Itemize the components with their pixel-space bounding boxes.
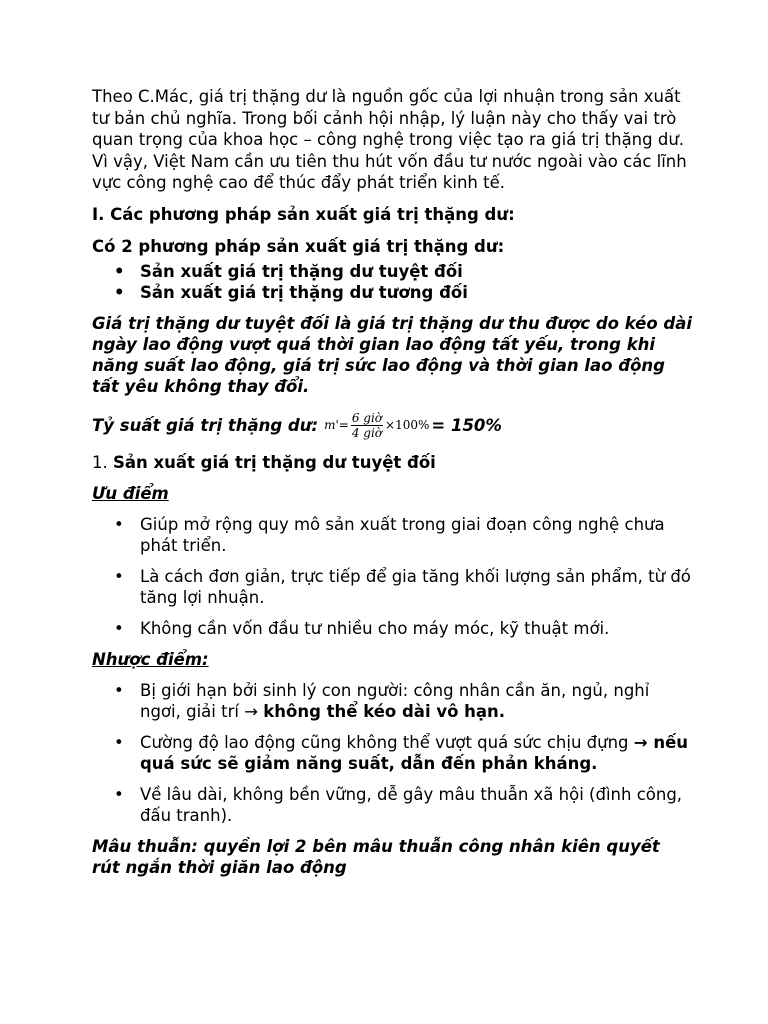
methods-list (92, 261, 692, 303)
conflict-paragraph: Mâu thuẫn: quyền lợi 2 bên mâu thuẫn công nhân kiên quyết rút ngắn thời giăn lao động (92, 836, 660, 877)
formula-multiplier: ×100% (385, 418, 430, 432)
rate-formula (324, 411, 429, 440)
section-number: 1. (92, 452, 108, 472)
advantages-list (92, 514, 692, 639)
list-item: • Là cách đơn giản, trực tiếp để gia tăng khối lượng sản phẩm, từ đó tăng lợi nhuận. (92, 566, 692, 608)
list-item-emphasis: không thể kéo dài vô hạn. (263, 701, 506, 721)
list-item: • Không cần vốn đầu tư nhiều cho máy móc, kỹ thuật mới. (92, 618, 692, 639)
list-item-emphasis: → nếu quá sức sẽ giảm năng suất, dẫn đến phản kháng. (140, 732, 689, 773)
definition-paragraph: Giá trị thặng dư tuyệt đối là giá trị thặng dư thu được do kéo dài ngày lao động vượt quá thời gian lao động tất yếu, trong khi năng suất lao động, giá trị sức lao động và thời gian lao động tất yêu không thay đổi. (92, 313, 693, 396)
formula-numerator: 6 giờ (351, 411, 383, 425)
section-1-heading (92, 452, 692, 473)
rate-label: Tỷ suất giá trị thặng dư: (92, 416, 319, 435)
formula-denominator: 4 giờ (351, 426, 383, 440)
list-item (92, 784, 692, 826)
list-item (92, 680, 692, 722)
formula-fraction (351, 411, 383, 440)
intro-paragraph: Theo C.Mác, giá trị thặng dư là nguồn gốc của lợi nhuận trong sản xuất tư bản chủ nghĩa. Trong bối cảnh hội nhập, lý luận này cho thấy vai trò quan trọng của khoa học – công nghệ trong việc tạo ra giá trị thặng dư. Vì vậy, Việt Nam cần ưu tiên thu hút vốn đầu tư nước ngoài vào các lĩnh vực công nghệ cao để thúc đẩy phát triển kinh tế. (92, 87, 687, 192)
heading-methods: I. Các phương pháp sản xuất giá trị thặng dư: (92, 204, 515, 224)
list-item: • Sản xuất giá trị thặng dư tương đối (92, 282, 692, 303)
advantages-label: Ưu điểm (92, 483, 169, 503)
list-item: • Sản xuất giá trị thặng dư tuyệt đối (92, 261, 692, 282)
disadvantages-label: Nhược điểm: (92, 649, 209, 669)
formula-lhs: m'= (324, 418, 349, 432)
rate-result: = 150% (431, 416, 502, 435)
section-title: Sản xuất giá trị thặng dư tuyệt đối (113, 452, 436, 472)
subheading-two-methods: Có 2 phương pháp sản xuất giá trị thặng dư: (92, 236, 505, 256)
document-page (92, 86, 692, 878)
list-item (92, 732, 692, 774)
rate-line (92, 408, 692, 444)
list-item-text: Bị giới hạn bởi sinh lý con người: công nhân cần ăn, ngủ, nghỉ ngơi, giải trí → (140, 680, 650, 721)
list-item-text: Cường độ lao động cũng không thể vượt quá sức chịu đựng (140, 732, 634, 752)
list-item-text: Về lâu dài, không bền vững, dễ gây mâu thuẫn xã hội (đình công, đấu tranh). (140, 784, 683, 825)
disadvantages-list (92, 680, 692, 826)
list-item: • Giúp mở rộng quy mô sản xuất trong giai đoạn công nghệ chưa phát triển. (92, 514, 692, 556)
